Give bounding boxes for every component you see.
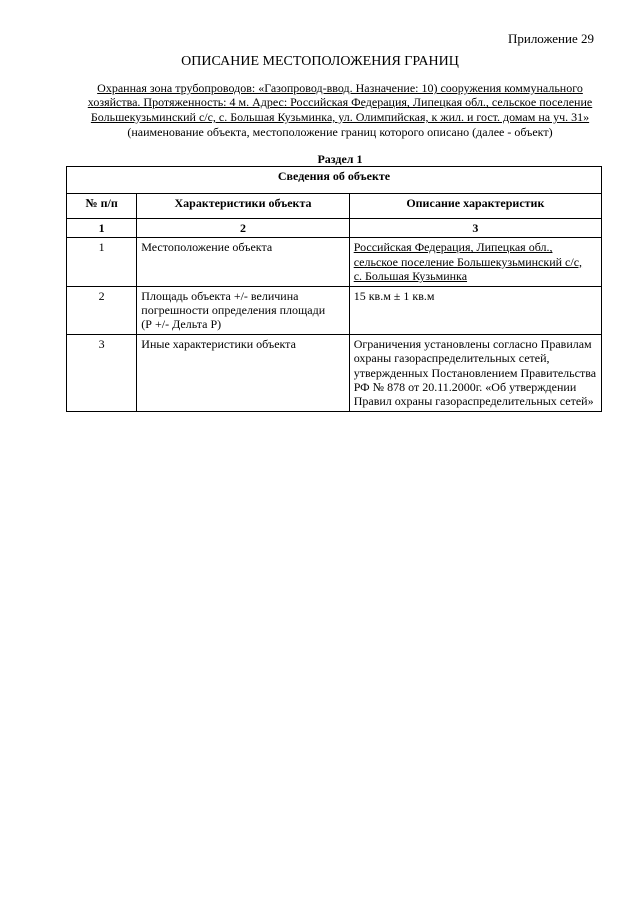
object-name-line-3: Большекузьминский с/с, с. Большая Кузьминка, ул. Олимпийская, к жил. и гост. домам на уч. 31»: [90, 109, 590, 124]
object-name-line-2: хозяйства. Протяженность: 4 м. Адрес: Российская Федерация, Липецкая обл., сельское поселение: [87, 95, 593, 110]
description-line: РФ № 878 от 20.11.2000г. «Об утверждении: [353, 380, 577, 395]
description-line: с. Большая Кузьминка: [353, 269, 468, 284]
row-description: [349, 334, 601, 411]
description-line: Правил охраны газораспределительных сетей»: [353, 394, 594, 409]
column-number-1: 1: [67, 219, 137, 238]
section-title: Раздел 1: [317, 152, 363, 166]
header-characteristic: Характеристики объекта: [137, 194, 349, 219]
header-description: Описание характеристик: [349, 194, 601, 219]
column-number-2: 2: [137, 219, 349, 238]
object-name-line-1: Охранная зона трубопроводов: «Газопровод-ввод. Назначение: 10) сооружения коммунального: [97, 81, 583, 95]
row-characteristic: Местоположение объекта: [137, 238, 349, 286]
row-num: 1: [67, 238, 137, 286]
row-characteristic: [137, 286, 349, 334]
table-caption-row: [67, 167, 602, 194]
description-line: охраны газораспределительных сетей,: [353, 351, 550, 366]
table-row: [67, 238, 602, 286]
object-info-table: [66, 166, 602, 412]
row-num: 2: [67, 286, 137, 334]
row-characteristic: Иные характеристики объекта: [137, 334, 349, 411]
table-row: [67, 334, 602, 411]
document-title: ОПИСАНИЕ МЕСТОПОЛОЖЕНИЯ ГРАНИЦ: [181, 54, 459, 69]
object-name-block: [80, 81, 600, 140]
table-header-row: [67, 194, 602, 219]
appendix-label: Приложение 29: [507, 31, 594, 46]
description-line: сельское поселение Большекузьминский с/с,: [353, 254, 583, 269]
object-caption: (наименование объекта, местоположение границ которого описано (далее - объект): [127, 125, 553, 140]
characteristic-line: Площадь объекта +/- величина: [141, 288, 299, 303]
characteristic-line: (Р +/- Дельта Р): [141, 317, 222, 332]
column-number-3: 3: [349, 219, 601, 238]
description-line: Ограничения установлены согласно Правилам: [353, 336, 592, 351]
description-line: утвержденных Постановлением Правительства: [353, 365, 597, 380]
row-description: [349, 238, 601, 286]
characteristic-line: погрешности определения площади: [141, 303, 326, 318]
description-line: Российская Федерация, Липецкая обл.,: [353, 240, 553, 255]
row-description: 15 кв.м ± 1 кв.м: [349, 286, 601, 334]
header-num: № п/п: [67, 194, 137, 219]
table-row: [67, 286, 602, 334]
row-num: 3: [67, 334, 137, 411]
table-caption: Сведения об объекте: [67, 167, 602, 194]
column-numbers-row: [67, 219, 602, 238]
